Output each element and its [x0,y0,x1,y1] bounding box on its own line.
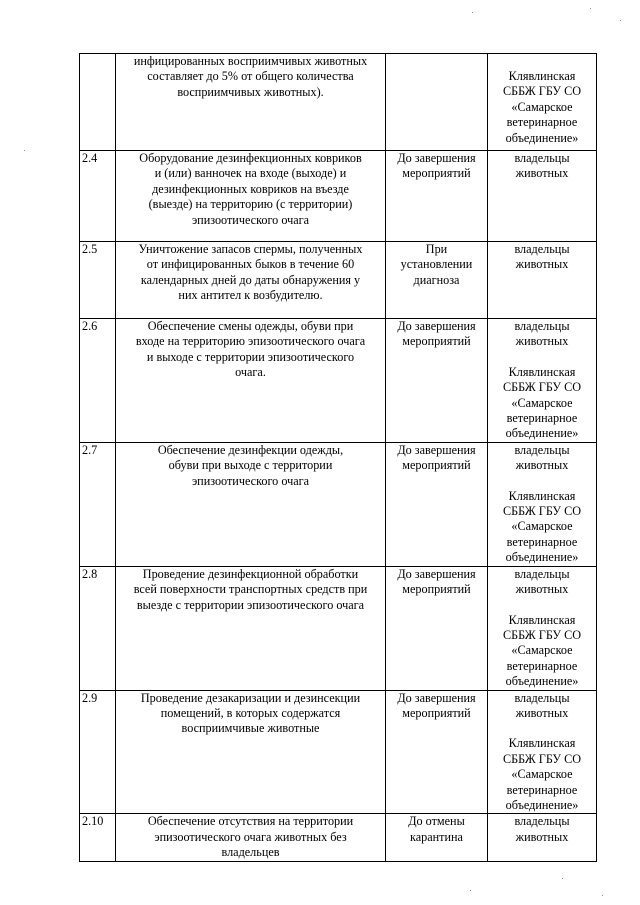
row-responsible [488,814,597,862]
responsible-line: объединение» [505,426,579,441]
scan-speck [562,878,563,879]
row-responsible [488,242,597,319]
responsible-line: владельцы [514,690,570,705]
responsible-line: объединение» [505,797,579,812]
scan-speck [590,8,591,9]
scan-speck [470,890,471,891]
scan-speck [602,895,603,896]
responsible-line: животных [515,334,569,349]
responsible-line: животных [515,582,569,597]
action-line: входе на территорию эпизоотического очага [135,334,366,349]
responsible-line: объединение» [505,130,579,145]
action-line: составляет до 5% от общего количества [147,69,354,84]
term-line: До завершения [397,566,476,581]
term-line: диагноза [413,272,460,287]
table-row [80,442,597,566]
action-line: них антител к возбудителю. [178,288,323,303]
row-action [116,442,386,566]
row-action [116,319,386,443]
table-row [80,690,597,814]
action-line: восприимчивые животные [181,721,320,736]
term-line: До завершения [397,690,476,705]
responsible-line: СББЖ ГБУ СО [502,84,581,99]
row-number: 2.9 [80,690,116,814]
term-line: мероприятий [402,582,471,597]
row-number: 2.4 [80,151,116,242]
action-line: (выезде) на территорию (с территории) [148,197,353,212]
action-line: Уничтожение запасов спермы, полученных [138,242,363,256]
term-line: установлении [400,257,473,272]
responsible-line: Клявлинская [508,736,576,751]
responsible-line: ветеринарное [506,658,578,673]
row-number: 2.5 [80,242,116,319]
responsible-line: животных [515,458,569,473]
row-action [116,690,386,814]
row-term [386,319,488,443]
scan-speck [24,150,25,151]
row-responsible [488,690,597,814]
row-action [116,242,386,319]
action-line: календарных дней до даты обнаружения у [140,272,361,287]
action-line: от инфицированных быков в течение 60 [146,257,355,272]
action-line: Обеспечение смены одежды, обуви при [147,319,354,333]
responsible-line: животных [515,829,569,844]
row-responsible [488,54,597,151]
action-line: и (или) ванночек на входе (выходе) и [154,166,347,181]
row-number: 2.8 [80,566,116,690]
action-line: очага. [235,365,266,380]
responsible-line: владельцы [514,151,570,165]
row-term [386,690,488,814]
responsible-line: «Самарское [511,519,573,534]
row-number: 2.6 [80,319,116,443]
responsible-line: животных [515,166,569,181]
action-line: Проведение дезинфекционной обработки [142,566,359,581]
action-line: всей поверхности транспортных средств при [133,582,368,597]
table-body [80,54,597,862]
responsible-line: Клявлинская [508,488,576,503]
row-term [386,151,488,242]
responsible-line: «Самарское [511,99,573,114]
responsible-line: ветеринарное [506,411,578,426]
responsible-line: Клявлинская [508,69,576,83]
row-term [386,442,488,566]
scan-speck [620,20,621,21]
action-line: Оборудование дезинфекционных ковриков [139,151,362,165]
term-line: До завершения [397,151,476,165]
responsible-line: «Самарское [511,643,573,658]
row-term [386,242,488,319]
action-line: инфицированных восприимчивых животных [133,54,368,68]
row-action [116,151,386,242]
responsible-line: владельцы [514,319,570,333]
row-action [116,566,386,690]
action-line: обуви при выходе с территории [168,458,333,473]
action-line: дезинфекционных ковриков на въезде [152,181,349,196]
responsible-line: животных [515,257,569,272]
term-line: мероприятий [402,458,471,473]
term-line: До завершения [397,442,476,457]
responsible-line: ветеринарное [506,782,578,797]
row-responsible [488,151,597,242]
responsible-line: объединение» [505,674,579,689]
term-line: При [425,242,448,256]
action-line: Обеспечение дезинфекции одежды, [157,442,344,457]
responsible-line: животных [515,705,569,720]
row-term [386,54,488,151]
table-row [80,319,597,443]
row-number: 2.10 [80,814,116,862]
action-line: Обеспечение отсутствия на территории [147,814,354,829]
term-line: До завершения [397,319,476,333]
term-line: мероприятий [402,705,471,720]
scan-speck [472,12,473,13]
row-action [116,814,386,862]
row-term [386,566,488,690]
action-line: Проведение дезакаризации и дезинсекции [140,690,361,705]
responsible-line: СББЖ ГБУ СО [502,380,581,395]
term-line: До отмены [408,814,465,829]
responsible-line: «Самарское [511,767,573,782]
action-line: эпизоотического очага [191,212,310,227]
table-row [80,54,597,151]
responsible-line: Клявлинская [508,612,576,627]
term-line: карантина [410,829,463,844]
responsible-line: владельцы [514,242,570,256]
row-action [116,54,386,151]
action-line: помещений, в которых содержатся [160,705,341,720]
row-term [386,814,488,862]
row-number: 2.7 [80,442,116,566]
action-line: эпизоотического очага [191,473,310,488]
responsible-line: СББЖ ГБУ СО [502,751,581,766]
row-responsible [488,566,597,690]
responsible-line: СББЖ ГБУ СО [502,627,581,642]
responsible-line: ветеринарное [506,534,578,549]
row-responsible [488,319,597,443]
table-row [80,566,597,690]
action-line: восприимчивых животных). [177,84,324,99]
term-line: мероприятий [402,334,471,349]
responsible-line: объединение» [505,550,579,565]
table-row [80,242,597,319]
responsible-line: Клявлинская [508,364,576,379]
responsible-line: СББЖ ГБУ СО [502,504,581,519]
action-line: владельцев [221,845,280,860]
row-responsible [488,442,597,566]
table-row [80,814,597,862]
responsible-line: владельцы [514,442,570,457]
action-line: и выходе с территории эпизоотического [146,349,355,364]
responsible-line: «Самарское [511,395,573,410]
term-line: мероприятий [402,166,471,181]
responsible-line: ветеринарное [506,115,578,130]
action-line: эпизоотического очага животных без [154,829,347,844]
action-line: выезде с территории эпизоотического очага [136,597,365,612]
table-row [80,151,597,242]
row-number [80,54,116,151]
responsible-line: владельцы [514,814,570,829]
responsible-line: владельцы [514,566,570,581]
measures-table [79,53,597,862]
